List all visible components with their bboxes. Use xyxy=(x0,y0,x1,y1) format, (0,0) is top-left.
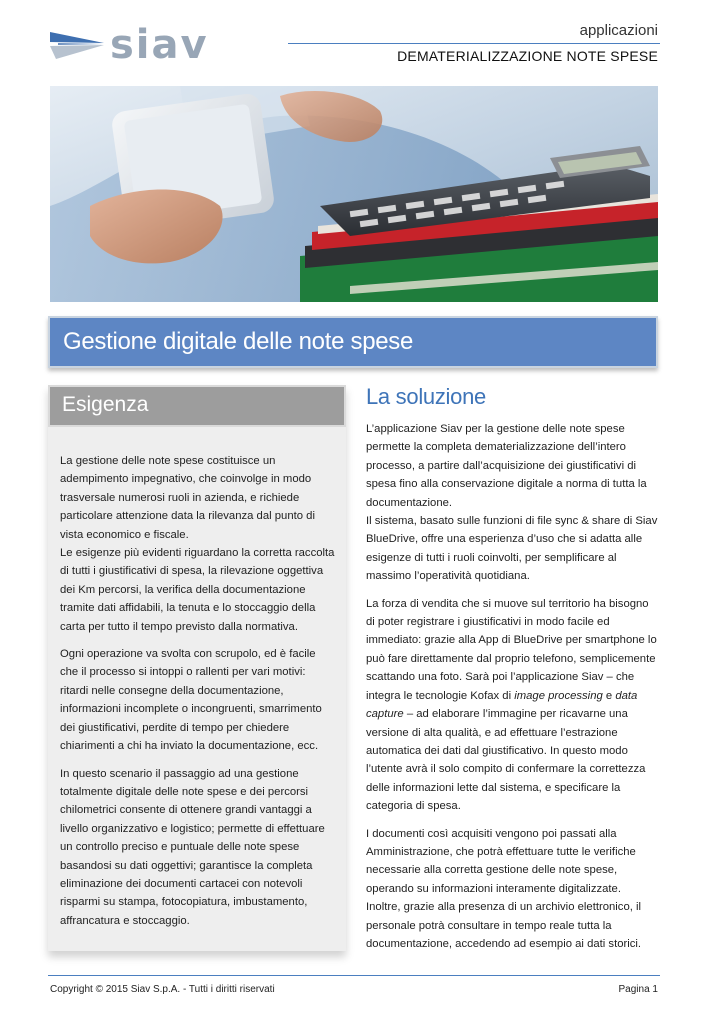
soluzione-paragraph xyxy=(366,595,660,816)
soluzione-text: e xyxy=(602,689,616,702)
document-category: applicazioni xyxy=(579,22,658,39)
soluzione-paragraph: Inoltre, grazie alla presenza di un archivio elettronico, il personale potrà consultare in tempo reale tutta la documentazione, accedendo ad esempio ai dati storici. xyxy=(366,901,642,950)
soluzione-emphasis: image processing xyxy=(514,689,603,702)
title-banner xyxy=(48,316,658,368)
esigenza-heading: Esigenza xyxy=(62,393,149,416)
siav-swoosh-icon xyxy=(48,26,108,64)
footer-page-number: Pagina 1 xyxy=(618,984,658,995)
soluzione-paragraph: L’applicazione Siav per la gestione delle note spese permette la completa dematerializzazione dell’intero processo, a partire dall’acquisizione dei giustificativi di spesa fino alla conservazione digitale a norma di tutta la documentazione. xyxy=(366,423,647,509)
esigenza-panel xyxy=(48,385,346,951)
soluzione-paragraph: Il sistema, basato sulle funzioni di file sync & share di Siav BlueDrive, offre una esperienza d’uso che si adatta alle esigenze di tutti i ruoli coinvolti, per semplificare al massimo l’operatività quotidiana. xyxy=(366,515,658,583)
footer-copyright: Copyright © 2015 Siav S.p.A. - Tutti i diritti riservati xyxy=(50,984,275,995)
soluzione-text: La forza di vendita che si muove sul territorio ha bisogno di poter registrare i giustificativi in modo facile ed immediato: grazie alla App di BlueDrive per smartphone lo può fare direttamente dal proprio telefono, semplicemente scattando una foto. Sarà poi l’applicazione Siav – che integra le tecnologie Kofax di xyxy=(366,597,657,702)
esigenza-paragraph: Le esigenze più evidenti riguardano la corretta raccolta di tutti i giustificativi di spesa, la rilevazione oggettiva dei Km percorsi, la verifica della documentazione tramite dati affidabili, la tenuta e lo stoccaggio della carta per tutto il tempo previsto dalla normativa. xyxy=(60,547,335,633)
document-title: DEMATERIALIZZAZIONE NOTE SPESE xyxy=(397,48,658,64)
header-divider xyxy=(288,43,660,44)
esigenza-body xyxy=(60,452,336,939)
hero-photo xyxy=(50,86,658,302)
soluzione-paragraph: I documenti così acquisiti vengono poi passati alla Amministrazione, che potrà effettuare tutte le verifiche necessarie alla corretta gestione delle note spese, operando su informazioni interamente digitalizzate. xyxy=(366,827,636,895)
soluzione-text: – ad elaborare l’immagine per ricavarne una versione di alta qualità, e ad effettuare l’estrazione automatica dei dati dal giustificativo. In questo modo l’utente avrà il solo compito di confermare la correttezza delle informazioni lette dal sistema, e specificare la categoria di spesa. xyxy=(366,708,646,813)
soluzione-heading: La soluzione xyxy=(366,384,486,409)
siav-wordmark: siav xyxy=(110,22,209,68)
soluzione-emphasis: data capture xyxy=(366,689,638,721)
soluzione-body xyxy=(366,420,660,953)
soluzione-section xyxy=(366,384,660,962)
footer-divider xyxy=(48,975,660,976)
esigenza-header xyxy=(48,385,346,427)
esigenza-paragraph: Ogni operazione va svolta con scrupolo, ed è facile che il processo si intoppi o rallenti per vari motivi: ritardi nelle consegne della documentazione, informazioni incomplete o incongruenti, smarrimento dei giustificativi, perdite di tempo per chiedere chiarimenti a chi ha inviato la documentazione, ecc. xyxy=(60,648,322,753)
esigenza-paragraph: La gestione delle note spese costituisce un adempimento impegnativo, che coinvolge in modo trasversale numerosi ruoli in azienda, e richiede particolare attenzione data la rilevanza dal punto di vista economico e fiscale. xyxy=(60,455,315,541)
page-title: Gestione digitale delle note spese xyxy=(63,328,414,355)
esigenza-paragraph: In questo scenario il passaggio ad una gestione totalmente digitale delle note spese e dei percorsi chilometrici consente di ottenere grandi vantaggi a livello organizzativo e logistico; permette di effettuare un controllo preciso e puntuale delle note spese basandosi su dati oggettivi; garantisce la completa eliminazione dei documenti cartacei con notevoli risparmi su stampa, fotocopiatura, imbustamento, affrancatura e stoccaggio. xyxy=(60,767,325,927)
siav-logo xyxy=(48,22,240,68)
